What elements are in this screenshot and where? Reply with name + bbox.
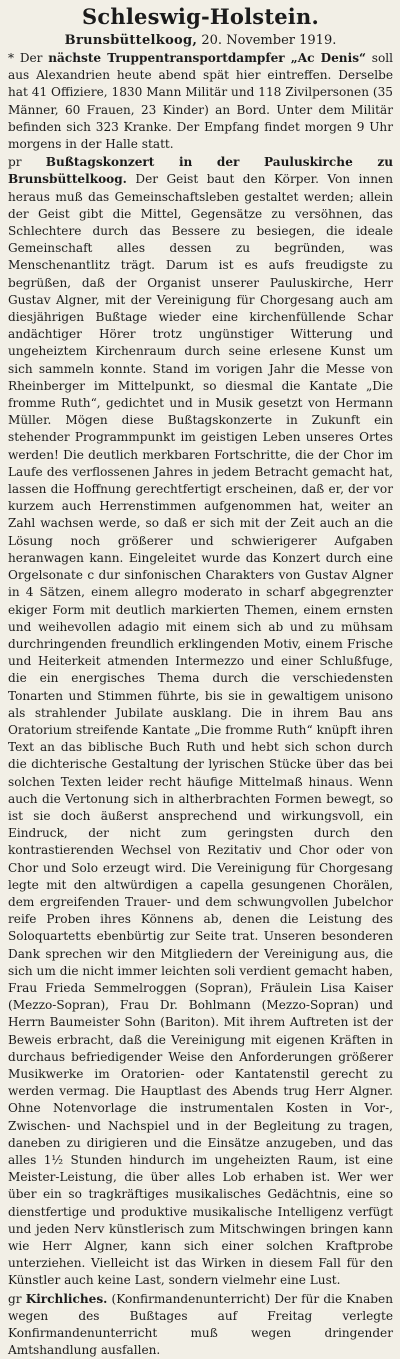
dateline-date: 20. November 1919. — [201, 33, 337, 48]
article-lead: Bußtagskonzert in der Pauluskirche zu Brunsbüttelkoog. — [8, 155, 393, 187]
dateline — [8, 32, 393, 50]
article-body: soll aus Alexandrien heute abend spät hier eintreffen. Derselbe hat 41 Offiziere, 1830 Mann Militär und 118 Zivilpersonen (35 Männer, 60 Frauen, 23 Kinder) an Bord. Unter dem Militär befinden sich 323 Kranke. Der Empfang findet morgen 9 Uhr morgens in der Halle statt. — [8, 51, 393, 152]
section-title: Schleswig-Holstein. — [82, 4, 319, 29]
article-body: (Konfirmandenunterricht) Der für die Knaben wegen des Bußtages auf Freitag verlegte Konfirmandenunterricht muß wegen dringender Amtshandlung ausfallen. — [8, 1291, 393, 1358]
article-body: Der Geist baut den Körper. Von innen heraus muß das Gemeinschaftsleben gestaltet werden; allein der Geist gibt die Mittel, Gegensätze zu versöhnen, das Schlechtere durch das Bessere zu besiegen, die ideale Gemeinschaft alles dessen zu begründen, was Menschenantlitz trägt. Darum ist es aufs freudigste zu begrüßen, daß der Organist unserer Pauluskirche, Herr Gustav Algner, mit der Vereinigung für Chorgesang auch am diesjährigen Bußtage wieder eine kirchenfüllende Schar andächtiger Hörer trotz ungünstiger Witterung und ungeheiztem Kirchenraum durch seine erlesene Kunst um sich sammeln konnte. Stand im vorigen Jahr die Messe von Rheinberger im Mittelpunkt, so diesmal die Kantate „Die fromme Ruth“, gedichtet und in Musik gesetzt von Hermann Müller. Mögen diese Bußtagskonzerte in Zukunft ein stehender Programmpunkt im geistigen Leben unseres Ortes werden! Die deutlich merkbaren Fortschritte, die der Chor im Laufe des verflossenen Jahres in jedem Betracht gemacht hat, lassen die Hoffnung gerechtfertigt erscheinen, daß er, der vor kurzem auch Herrenstimmen aufgenommen hat, weiter an Zahl wachsen werde, so daß er sich mit der Zeit auch an die Lösung noch größerer und schwierigerer Aufgaben heranwagen kann. Eingeleitet wurde das Konzert durch eine Orgelsonate c dur sinfonischen Charakters von Gustav Algner in 4 Sätzen, einem allegro moderato in scharf abgegrenzter ekiger Form mit deutlich markierten Themen, einem ernsten und weihevollen adagio mit einem sich ab und zu mühsam durchringenden freundlich erklingenden Motiv, einem Frische und Heiterkeit atmenden Intermezzo und einer Schlußfuge, die ein energisches Thema durch die verschiedensten Tonarten und Stimmen führte, bis sie in gewaltigem unisono als strahlender Jubilate ausklang. Die in ihrem Bau ans Oratorium streifende Kantate „Die fromme Ruth“ knüpft ihren Text an das biblische Buch Ruth und hebt sich schon durch die dichterische Gestaltung der lyrischen Stücke über das bei solchen Texten leider recht häufige Mittelmaß hinaus. Wenn auch die Vertonung sich in altherbrachten Formen bewegt, so ist sie doch äußerst ansprechend und wirkungsvoll, ein Eindruck, der nicht zum geringsten durch den kontrastierenden Wechsel von Rezitativ und Chor oder von Chor und Solo erzeugt wird. Die Vereinigung für Chorgesang legte mit den altwürdigen a capella gesungenen Chorälen, dem ergreifenden Trauer- und dem schwungvollen Jubelchor reife Proben ihres Könnens ab, denen die Leistung des Soloquartetts ebenbürtig zur Seite trat. Unseren besonderen Dank sprechen wir den Mitgliedern der Vereinigung aus, die sich um die nicht immer leichten soli verdient gemacht haben, Frau Frieda Semmelroggen (Sopran), Fräulein Lisa Kaiser (Mezzo-Sopran), Frau Dr. Bohlmann (Mezzo-Sopran) und Herrn Baumeister Sohn (Bariton). Mit ihrem Auftreten ist der Beweis erbracht, daß die Vereinigung mit eigenen Kräften in durchaus befriedigender Weise den Anforderungen größerer Musikwerke im Oratorien- oder Kantatenstil gerecht zu werden vermag. Die Hauptlast des Abends trug Herr Algner. Ohne Notenvorlage die instrumentalen Kosten in Vor-, Zwischen- und Nachspiel und in der Begleitung zu tragen, daneben zu dirigieren und die Einsätze anzugeben, und das alles 1½ Stunden hindurch im ungeheizten Raum, ist eine Meister-Leistung, die über alles Lob erhaben ist. Wer wer über ein so tragkräftiges musikalisches Gedächtnis, eine so dienstfertige und produktive musikalische Intelligenz verfügt und jeden Nerv künstlerisch zum Mitschwingen bringen kann wie Herr Algner, kann sich einer solchen Kraftprobe unterziehen. Vielleicht ist das Wirken in diesem Fall für den Künstler auch keine Last, sondern vielmehr eine Lust. — [8, 172, 393, 1288]
article-busstagskonzert — [8, 154, 393, 1289]
article-truppentransport — [8, 50, 393, 153]
dateline-place: Brunsbüttelkoog, — [64, 33, 198, 48]
article-kirchliches — [8, 1291, 393, 1359]
article-prefix: gr — [8, 1291, 22, 1306]
article-lead: Kirchliches. — [25, 1291, 108, 1306]
article-prefix: * Der — [8, 51, 43, 65]
article-lead: nächste Truppentransportdampfer „Ac Denis“ — [48, 51, 366, 65]
article-prefix: pr — [8, 155, 22, 170]
